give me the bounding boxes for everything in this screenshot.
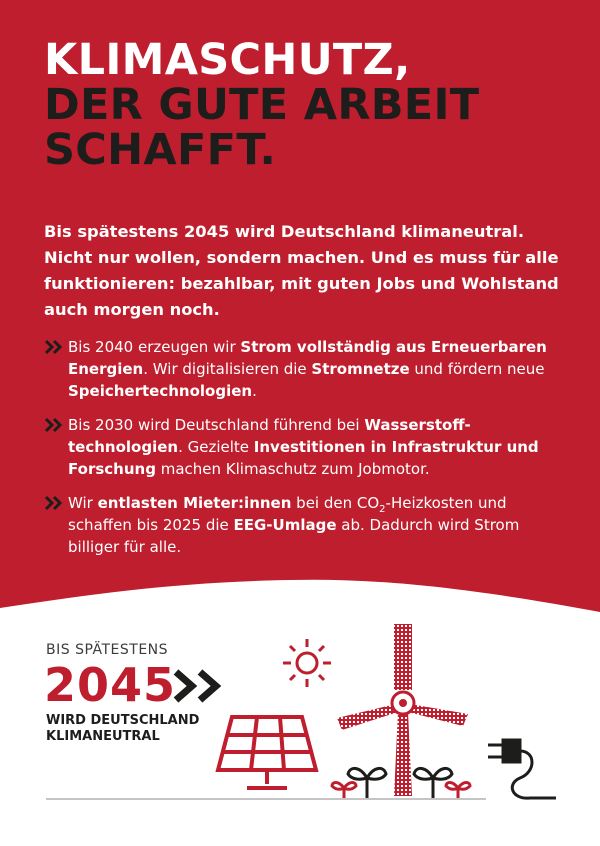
bullet-text: . <box>252 382 257 400</box>
bullet-text: . Gezielte <box>178 438 254 456</box>
bullet-bold: Stromnetze <box>311 360 410 378</box>
headline <box>44 35 480 175</box>
headline-line-3: SCHAFFT. <box>44 125 277 175</box>
bullet-bold: Investitionen in Infrastruktur und Forschung <box>68 438 539 478</box>
bullet-list <box>44 336 574 570</box>
bullet-text: Bis 2040 erzeugen wir <box>68 338 241 356</box>
headline-line-1: KLIMASCHUTZ, <box>44 35 411 85</box>
chevron-double-icon <box>44 495 64 511</box>
bullet-text: . Wir digitalisieren die <box>143 360 312 378</box>
bullet-item <box>44 492 574 558</box>
bullet-text: Bis 2030 wird Deutschland führend bei <box>68 416 365 434</box>
chevron-double-icon <box>44 339 64 355</box>
bottom-sub-label <box>46 713 199 745</box>
target-year: 2045 <box>44 658 177 712</box>
power-plug-icon <box>488 740 556 798</box>
chevron-double-icon <box>172 669 228 703</box>
bullet-text: ab. Dadurch wird Strom billiger für alle. <box>68 516 520 556</box>
bullet-bold: Wasserstofftechnologien <box>68 416 471 456</box>
solar-panel-icon <box>218 717 316 788</box>
bullet-bold: EEG-Umlage <box>233 516 337 534</box>
bullet-bold: Speichertechnologien <box>68 382 253 400</box>
bullet-bold: Strom vollständig aus Erneuerbaren Energien <box>68 338 547 378</box>
bullet-text: Wir <box>68 494 98 512</box>
bullet-text: und fördern neue <box>409 360 545 378</box>
bullet-text: -Heizkosten und schaffen bis 2025 die <box>68 494 507 534</box>
bullet-item <box>44 336 574 402</box>
bullet-text: bei den CO <box>291 494 380 512</box>
bottom-label: BIS SPÄTESTENS <box>46 642 169 658</box>
subscript: 2 <box>379 504 386 515</box>
bullet-item <box>44 414 574 480</box>
sun-icon <box>283 639 331 687</box>
bottom-line-2: KLIMANEUTRAL <box>46 729 160 744</box>
bottom-line-1: WIRD DEUTSCHLAND <box>46 713 200 728</box>
chevron-double-icon <box>44 417 64 433</box>
intro-text: Bis spätestens 2045 wird Deutschland klimaneutral. Nicht nur wollen, sondern machen. Und es muss für alle funktionieren: bezahlbar, mit guten Jobs und Wohlstand auch morgen noch. <box>44 222 559 319</box>
bullet-bold: entlasten Mieter:innen <box>97 494 292 512</box>
bullet-text: machen Klimaschutz zum Jobmotor. <box>155 460 430 478</box>
headline-line-2: DER GUTE ARBEIT <box>44 80 480 130</box>
